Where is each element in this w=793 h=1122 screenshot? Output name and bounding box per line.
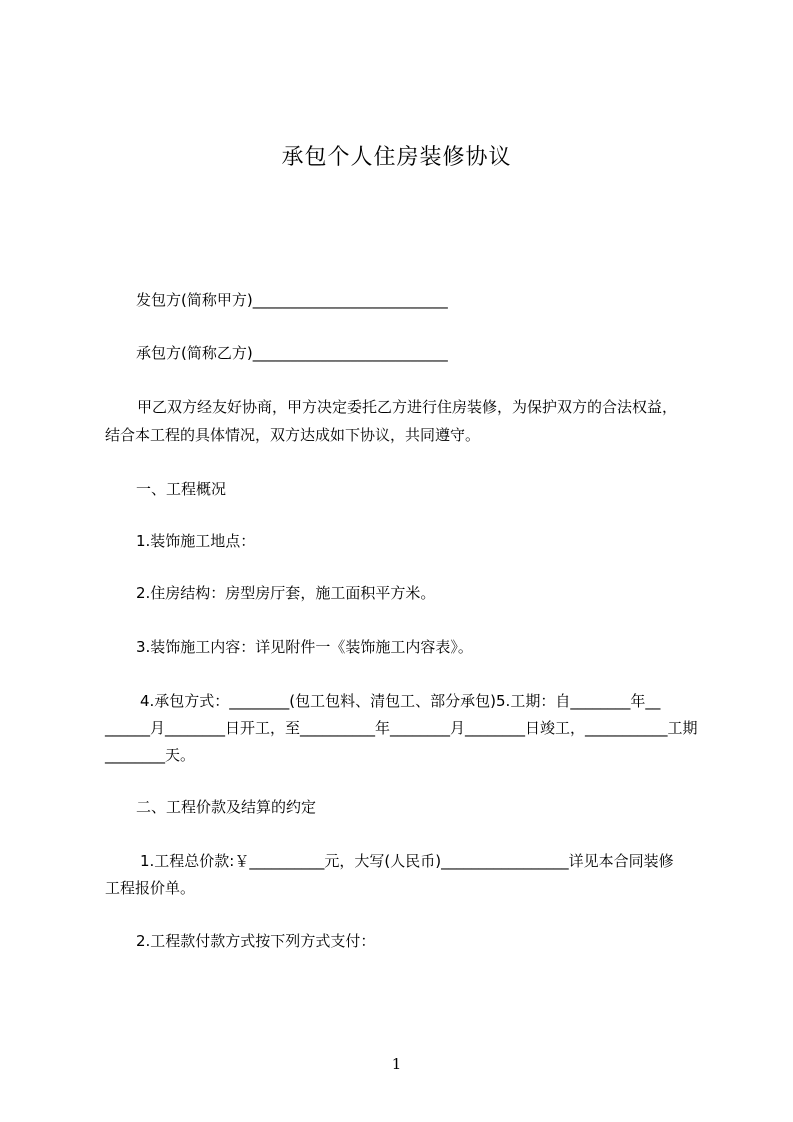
document-title: 承包个人住房装修协议	[281, 145, 512, 170]
section-2-heading: 二、工程价款及结算的约定	[136, 798, 317, 816]
intro-paragraph-line-2: 结合本工程的具体情况，双方达成如下协议，共同遵守。	[105, 426, 481, 444]
section-2-item-1-line-1: 1.工程总价款:￥__________元，大写(人民币)_________________详见本合同装修	[140, 852, 674, 870]
section-1-item-4-line-3: ________天。	[105, 746, 196, 764]
section-1-item-2: 2.住房结构：房型房厅套，施工面积平方米。	[136, 584, 436, 602]
page-number: 1	[391, 1055, 402, 1073]
section-1-item-1: 1.装饰施工地点：	[136, 532, 256, 550]
section-1-item-3: 3.装饰施工内容：详见附件一《装饰施工内容表》。	[136, 638, 473, 656]
section-2-item-2: 2.工程款付款方式按下列方式支付：	[136, 932, 376, 950]
section-1-item-4-line-1: 4.承包方式：________(包工包料、清包工、部分承包)5.工期：自________年__	[140, 692, 661, 710]
intro-paragraph-line-1: 甲乙双方经友好协商，甲方决定委托乙方进行住房装修，为保护双方的合法权益，	[137, 398, 678, 416]
section-2-item-1-line-2: 工程报价单。	[105, 879, 196, 897]
party-a-line: 发包方(简称甲方)__________________________	[136, 291, 448, 309]
section-1-item-4-line-2: ______月________日开工，至__________年________月________日竣工，___________工期	[105, 719, 698, 737]
section-1-heading: 一、工程概况	[136, 480, 227, 498]
party-b-line: 承包方(简称乙方)__________________________	[136, 344, 448, 362]
